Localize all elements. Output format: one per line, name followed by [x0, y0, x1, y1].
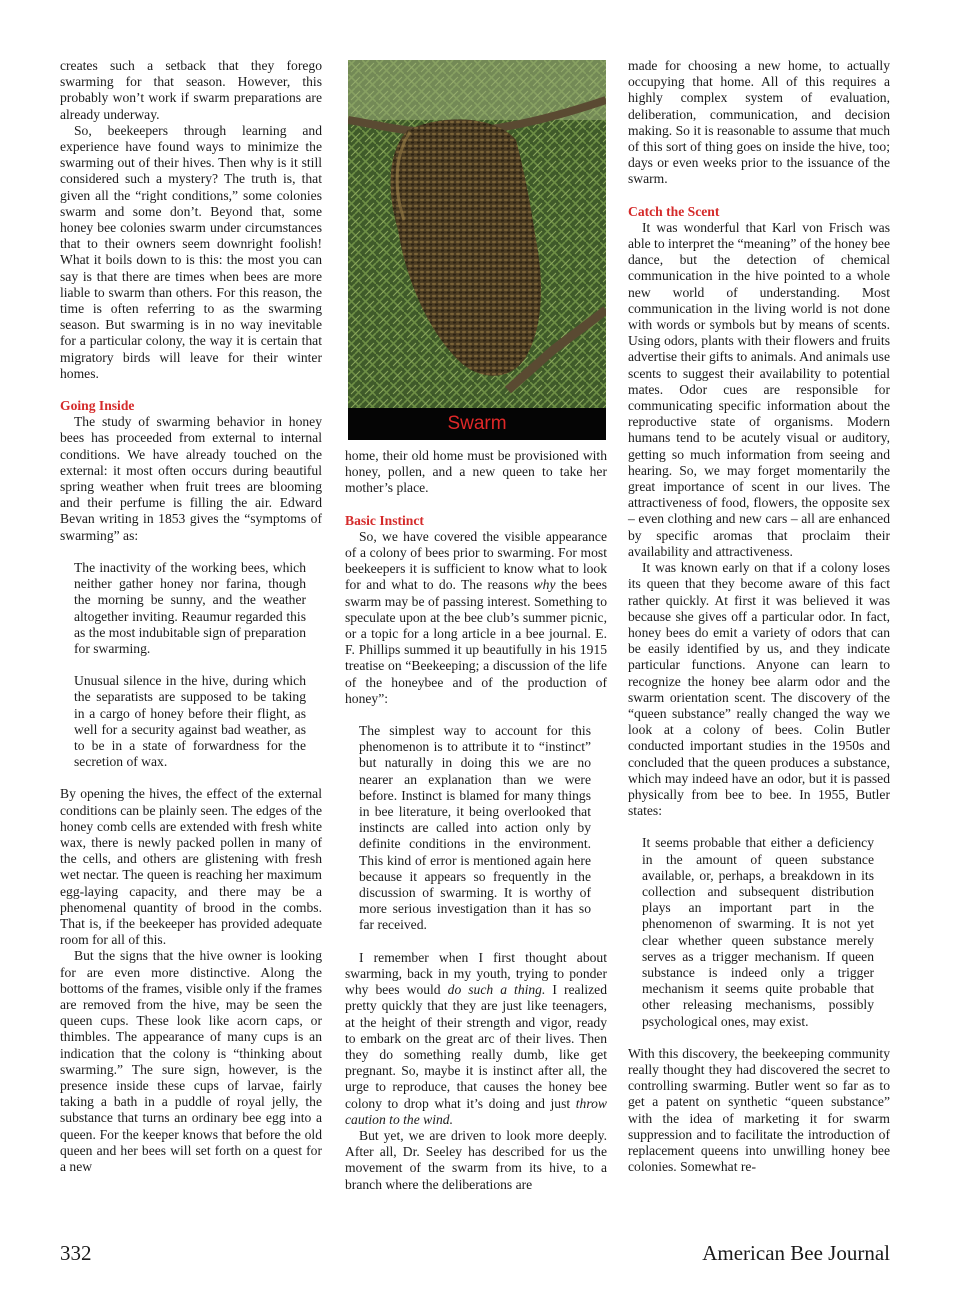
paragraph: By opening the hives, the effect of the external conditions can be plainly seen. The edges of the honey comb cells are extended with fresh white wax, there is newly packed pollen in many of the cells, and others are glistening with fresh wet nectar. The queen is reaching her maximum egg-laying capacity, and there may be a phenomenal quantity of brood in the combs. That is, if the beekeeper has provided adequate room for all of this.	[60, 786, 322, 948]
paragraph	[345, 529, 607, 707]
paragraph: It was known early on that if a colony loses its queen that they become aware of this fact rather quickly. At first it was believed it was because she gives off a particular odor. In fact, honey bees do emit a variety of odors that can be easily identified by us, and they indicate particular functions. Anyone can learn to recognize the honey bee alarm odor and the swarm orientation scent. The discovery of the “queen substance” really changed the way we look at a colony of bees. Colin Butler conducted important studies in the 1950s and concluded that the queen produces a substance, which may indeed have an odor, but it is passed physically from bee to bee. In 1955, Butler states:	[628, 560, 890, 819]
swarm-photo	[348, 60, 606, 440]
column-right	[628, 58, 890, 1175]
paragraph: made for choosing a new home, to actually occupying that home. All of this requires a highly complex system of evaluation, deliberation, communication, and decision making. So it is reasonable to assume that much of this sort of thing goes on inside the hive, too; days or even weeks prior to the issuance of the swarm.	[628, 58, 890, 187]
paragraph	[345, 950, 607, 1128]
text-run: the bees swarm may be of passing interest. Something to speculate upon at the bee club’s summer picnic, or a topic for a long article in a bee journal. E. F. Phillips summed it up beautifully in his 1915 treatise on “Beekeeping; a discussion of the life of the honeybee and of the production of honey”:	[345, 577, 607, 706]
text-run: So, we have covered the visible appearance of a colony of bees prior to swarming. For most beekeepers it is sufficient to know what to look for and what to do. The reasons	[345, 528, 607, 593]
emphasis: throw caution to the wind.	[345, 1095, 607, 1127]
section-heading-basic-instinct: Basic Instinct	[345, 512, 424, 528]
emphasis: do such a thing.	[447, 982, 546, 998]
paragraph: The study of swarming behavior in honey bees has proceeded from external to internal conditions. We have already touched on the external: it most often occurs during beautiful spring weather when fruit trees are blooming and their perfume is filling the air. Edward Bevan writing in 1853 gives the “symptoms of swarming” as:	[60, 414, 322, 543]
paragraph: creates such a setback that they forego swarming for that season. However, this probably won’t work if swarm preparations are already underway.	[60, 58, 322, 122]
journal-title: American Bee Journal	[702, 1241, 890, 1265]
column-left	[60, 58, 322, 1175]
section-heading-catch-the-scent: Catch the Scent	[628, 203, 720, 219]
paragraph: But yet, we are driven to look more deeply. After all, Dr. Seeley has described for us the movement of the swarm from its hive, to a branch where the deliberations are	[345, 1127, 607, 1192]
block-quote: It seems probable that either a deficiency in the amount of queen substance available, or, perhaps, a breakdown in its collection and subsequent distribution plays an important part in the phenomenon of swarming. It is not yet clear whether queen substance merely serves as a trigger mechanism. If queen substance is indeed only a trigger mechanism it seems quite probable that other releasing mechanisms, possibly psychological ones, may exist.	[642, 835, 874, 1029]
emphasis: why	[533, 577, 556, 593]
paragraph: So, beekeepers through learning and experience have found ways to minimize the swarming out of their hives. Then why is it still considered such a mystery? The truth is, that given all the “right conditions,” some colonies swarm and some don’t. Beyond that, some honey bee colonies swarm under circumstances that to their owners seem downright foolish! What it boils down to is this: the most you can say is that there are times when bees are more liable to swarm than others. For this reason, the time is often referring to as the swarming season. But swarming is in no way inevitable for a particular colony, the way it is certain that migratory birds will leave for their winter homes.	[60, 122, 322, 381]
section-heading-going-inside: Going Inside	[60, 398, 135, 414]
paragraph: With this discovery, the beekeeping community really thought they had discovered the secret to controlling swarming. Butler went so far as to get a patent on synthetic “queen substance” with the idea of marketing it for swarm suppression and to facilitate the introduction of replacement queens into unwilling honey bee colonies. Somewhat re-	[628, 1045, 890, 1175]
block-quote: The simplest way to account for this phenomenon is to attribute it to “instinct” but naturally in doing this we are no nearer an explanation than we were before. Instinct is blamed for many things in bee literature, it being overlooked that instincts are called into action only by definite conditions in the environment. This kind of error is mentioned again here because it appears so frequently in the discussion of swarming. It is worthy of more serious investigation than it has so far received.	[359, 723, 591, 933]
figure-caption: Swarm	[348, 408, 606, 440]
text-run: I remember when I first thought about swarming, back in my youth, trying to ponder why bees would	[345, 949, 607, 998]
block-quote: Unusual silence in the hive, during which the separatists are supposed to be taking in a cargo of honey before their flight, as well for a security against bad weather, as to be in a state of forwardness for the secretion of wax.	[74, 673, 306, 770]
page-number: 332	[60, 1241, 92, 1265]
column-middle	[345, 448, 607, 1193]
paragraph: It was wonderful that Karl von Frisch was able to interpret the “meaning” of the honey bee dance, but the detection of chemical communication in the hive pointed to a whole new world of understanding. Most communication in the living world is not done with words or symbols but by means of scents. Using odors, plants with their flowers and fruits advertise their gifts to animals. And animals use scents to suggest their availability to potential mates. Odor cues are responsible for communicating specific information about the reproductive state of organisms. Modern humans tend to be acutely visual or auditory, getting so much information from seeing and hearing. So, we may forget momentarily the great importance of scent in our lives. The attractiveness of food, flowers, the opposite sex – even clothing and new cars – all are enhanced by specific aromas that proclaim their availability and attractiveness.	[628, 219, 890, 559]
swarm-illustration	[348, 60, 606, 408]
block-quote: The inactivity of the working bees, which neither gather honey nor farina, though the morning be sunny, and the weather altogether inviting. Reaumur regarded this as the most indubitable sign of preparation for swarming.	[74, 559, 306, 656]
paragraph: But the signs that the hive owner is looking for are even more distinctive. Along the bottoms of the frames, visible only if the frames are removed from the hive, may be seen the queen cups. These look like acorn caps, or thimbles. The appearance of many cups is an indication that the colony is “thinking about swarming.” The sure sign, however, is the presence inside these cups of larvae, fairly taking a bath in a puddle of royal jelly, the substance that turns an ordinary bee egg into a queen. For the keeper knows that before the old queen and her bees will set forth on a quest for a new	[60, 948, 322, 1174]
paragraph: home, their old home must be provisioned with honey, pollen, and a new queen to take her mother’s place.	[345, 448, 607, 496]
text-run: I realized pretty quickly that they are just like teenagers, at the height of their strength and vigor, ready to embark on the great arc of their lives. Then they do something really dumb, like get pregnant. So, maybe it is instinct after all, the urge to reproduce, that causes the honey bee colony to drop what it’s doing and just	[345, 982, 607, 1111]
